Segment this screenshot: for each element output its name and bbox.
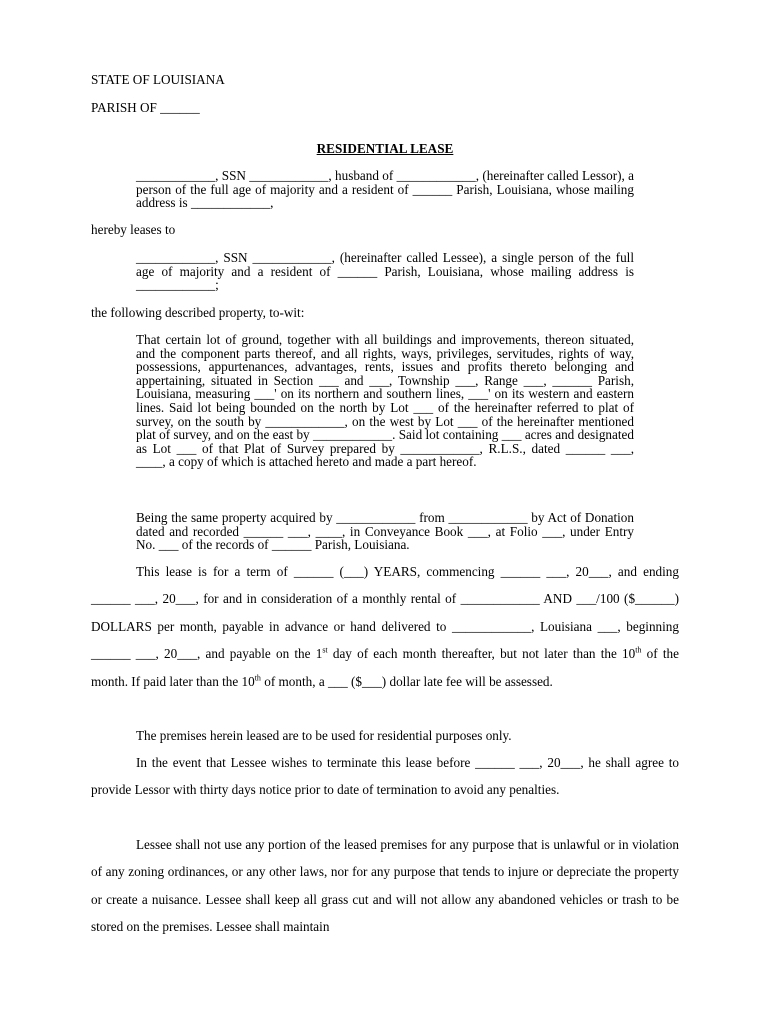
document-title: RESIDENTIAL LEASE (316, 141, 454, 156)
ordinal-th-1: th (635, 645, 642, 655)
acquired-text: Being the same property acquired by ____________ from ____________ by Act of Donation dated and recorded ______ ___, ____, in Conveyance Book ___, at Folio ___, under Entry No. ___ of the records of ______ Parish, Louisiana. (136, 510, 634, 553)
termination-paragraph (91, 749, 679, 804)
term-text-part2: day of each month thereafter, but not later than the 10 (327, 646, 636, 662)
term-text-part3: of the month. If paid later than the 10 (91, 646, 679, 689)
state-heading: STATE OF LOUISIANA (91, 72, 225, 87)
property-description-text: That certain lot of ground, together with all buildings and improvements, thereon situated, and the component parts thereof, and all rights, ways, privileges, servitudes, rights of way, possessions, appurtenances, advantages, rents, issues and profits thereto belonging and appertaining, situated in Section ___ and ___, Township ___, Range ___, ______ Parish, Louisiana, measuring ___' on its northern and southern lines, ___' on its western and eastern lines. Said lot being bounded on the north by Lot ___ of the hereinafter referred to plat of survey, on the south by ____________, on the west by Lot ___ of the hereinafter mentioned plat of survey, and on the east by ____________. Said lot containing ___ acres and designated as Lot ___ of that Plat of Survey prepared by ____________, R.L.S., dated ______ ___, ____, a copy of which is attached hereto and made a part hereof. (136, 332, 634, 470)
residential-purpose-paragraph (91, 722, 679, 749)
lessee-paragraph (136, 251, 634, 292)
acquired-paragraph (136, 511, 634, 552)
parish-heading: PARISH OF ______ (91, 100, 200, 115)
use-restrictions-paragraph (91, 831, 679, 941)
ordinal-th-2: th (254, 673, 261, 683)
use-restrictions-text: Lessee shall not use any portion of the leased premises for any purpose that is unlawful or in violation of any zoning ordinances, or any other laws, nor for any purpose that tends to injure or depreciate the property or create a nuisance. Lessee shall keep all grass cut and will not allow any abandoned vehicles or trash to be stored on the premises. Lessee shall maintain (91, 837, 679, 935)
following-property-text: the following described property, to-wit: (91, 305, 305, 320)
term-text-part1: This lease is for a term of ______ (___) YEARS, commencing ______ ___, 20___, and ending ______ ___, 20___, for and in consideration of a monthly rental of ____________ AND ___/100 ($______) DOLLARS per month, payable in advance or hand delivered to ____________, Louisiana ___, beginning ______ ___, 20___, and payable on the 1 (91, 564, 679, 662)
term-paragraph (91, 558, 679, 695)
lessor-paragraph (136, 169, 634, 210)
ordinal-st: st (322, 645, 328, 655)
term-text (91, 558, 679, 695)
residential-purpose-text: The premises herein leased are to be used for residential purposes only. (136, 728, 512, 743)
termination-text: In the event that Lessee wishes to terminate this lease before ______ ___, 20___, he shall agree to provide Lessor with thirty days notice prior to date of termination to avoid any penalties. (91, 755, 679, 798)
term-text-part4: of month, a ___ ($___) dollar late fee will be assessed. (260, 673, 553, 689)
lessee-text: ____________, SSN ____________, (hereinafter called Lessee), a single person of the full age of majority and a resident of ______ Parish, Louisiana, whose mailing address is ____________; (136, 250, 634, 293)
hereby-leases-text: hereby leases to (91, 222, 176, 237)
lessor-text: ____________, SSN ____________, husband of ____________, (hereinafter called Lessor), a person of the full age of majority and a resident of ______ Parish, Louisiana, whose mailing address is ____________, (136, 168, 634, 211)
property-description-paragraph (136, 333, 634, 469)
